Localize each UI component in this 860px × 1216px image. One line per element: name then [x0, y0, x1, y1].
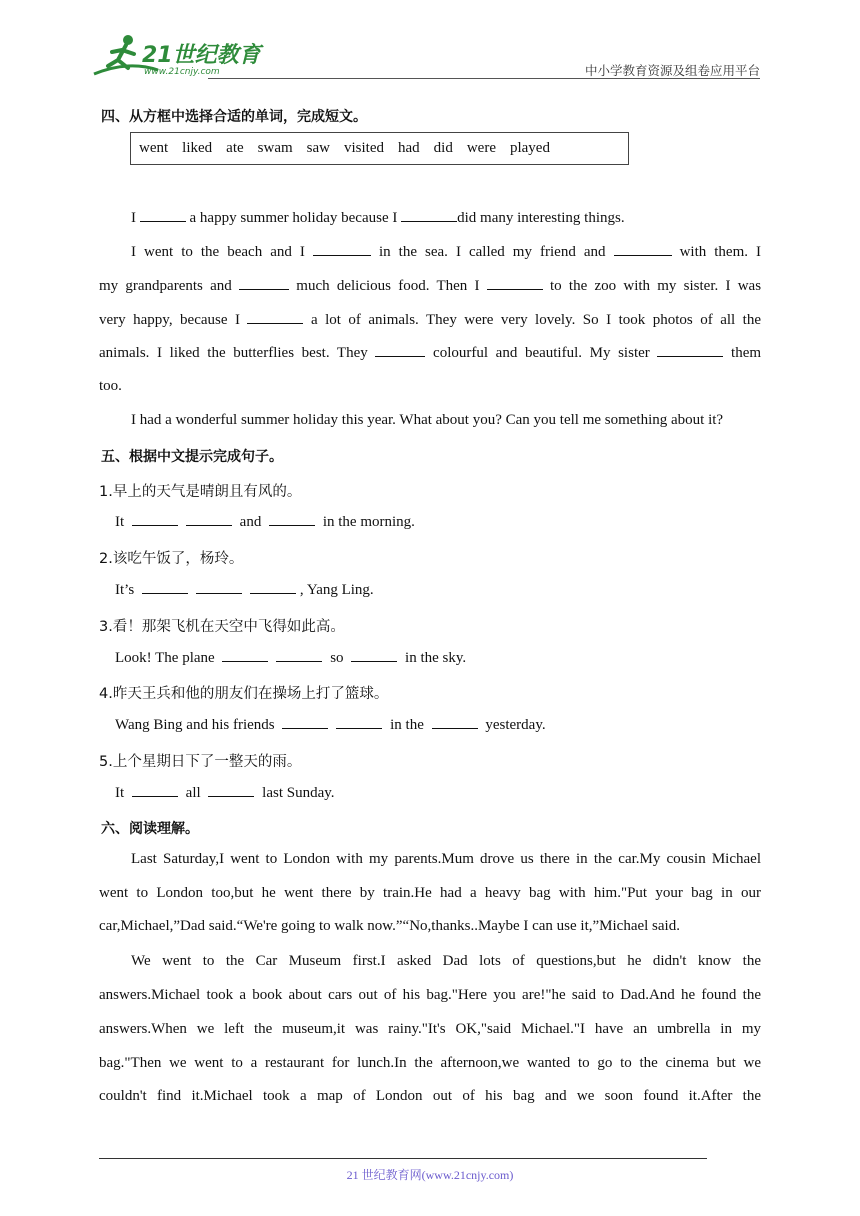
- passage-line: my grandparents and much delicious food. Then I to the zoo with my sister. I was: [99, 278, 762, 294]
- footer-divider: [99, 1158, 707, 1159]
- passage-line: very happy, because I a lot of animals. They were very lovely. So I took photos of all the: [99, 312, 761, 328]
- answer-blank[interactable]: [487, 277, 543, 290]
- answer-blank[interactable]: [247, 311, 303, 324]
- svg-text:21世纪教育: 21世纪教育: [142, 43, 261, 68]
- reading-line: couldn't find it.Michael took a map of London out of his bag and we soon found it.After the: [99, 1088, 761, 1104]
- answer-blank[interactable]: [375, 344, 425, 357]
- answer-blank[interactable]: [132, 513, 178, 526]
- answer-blank[interactable]: [250, 581, 296, 594]
- word-bank-item: ate: [226, 140, 244, 156]
- reading-line: answers.When we left the museum,it was rainy."It's OK,"said Michael."I have an umbrella in my: [99, 1021, 761, 1037]
- passage-paragraph-3: I had a wonderful summer holiday this year. What about you? Can you tell me something about it?: [131, 412, 724, 428]
- word-bank-item: did: [433, 140, 453, 156]
- section-six-title: 六、阅读理解。: [101, 821, 199, 837]
- site-logo: [88, 30, 268, 78]
- word-bank-item: visited: [343, 140, 384, 156]
- answer-blank[interactable]: [132, 784, 178, 797]
- passage-line: too.: [99, 378, 122, 394]
- answer-blank[interactable]: [276, 649, 322, 662]
- answer-blank[interactable]: [208, 784, 254, 797]
- question-2-prompt: 2.该吃午饭了，杨玲。: [99, 551, 244, 567]
- question-1-prompt: 1.早上的天气是晴朗且有风的。: [99, 484, 302, 500]
- svg-text:www.21cnjy.com: www.21cnjy.com: [144, 67, 220, 77]
- page-header: [88, 30, 760, 78]
- word-bank-item: liked: [182, 140, 213, 156]
- answer-blank[interactable]: [351, 649, 397, 662]
- question-5-prompt: 5.上个星期日下了一整天的雨。: [99, 754, 302, 770]
- answer-blank[interactable]: [282, 716, 328, 729]
- answer-blank[interactable]: [336, 716, 382, 729]
- word-bank-item: went: [139, 140, 169, 156]
- reading-line: We went to the Car Museum first.I asked Dad lots of questions,but he didn't know the: [131, 953, 761, 969]
- answer-blank[interactable]: [401, 209, 457, 222]
- section-four-title: 四、从方框中选择合适的单词，完成短文。: [101, 109, 367, 125]
- answer-blank[interactable]: [239, 277, 289, 290]
- answer-blank[interactable]: [196, 581, 242, 594]
- question-3-prompt: 3.看！那架飞机在天空中飞得如此高。: [99, 619, 345, 635]
- answer-blank[interactable]: [222, 649, 268, 662]
- question-4-prompt: 4.昨天王兵和他的朋友们在操场上打了篮球。: [99, 686, 389, 702]
- question-5-answer: It all last Sunday.: [115, 785, 335, 801]
- answer-blank[interactable]: [313, 243, 371, 256]
- word-bank-box: [130, 132, 629, 165]
- passage-line: I went to the beach and I in the sea. I called my friend and with them. I: [131, 244, 762, 260]
- question-1-answer: It and in the morning.: [115, 514, 415, 530]
- header-divider: [208, 78, 760, 79]
- word-bank-item: swam: [257, 140, 293, 156]
- passage-line: animals. I liked the butterflies best. They colourful and beautiful. My sister them: [99, 345, 762, 361]
- word-bank-item: had: [397, 140, 420, 156]
- word-bank-item: saw: [306, 140, 330, 156]
- answer-blank[interactable]: [142, 581, 188, 594]
- answer-blank[interactable]: [614, 243, 672, 256]
- word-bank-item: were: [466, 140, 496, 156]
- passage-paragraph-1: I a happy summer holiday because I did many interesting things.: [131, 210, 625, 226]
- footer-text: 21 世纪教育网(www.21cnjy.com): [346, 1168, 514, 1182]
- reading-line: answers.Michael took a book about cars out of his bag."Here you are!"he said to Dad.And he found the: [99, 987, 761, 1003]
- answer-blank[interactable]: [186, 513, 232, 526]
- reading-line: went to London too,but he went there by train.He had a heavy bag with him."Put your bag in our: [99, 885, 761, 901]
- reading-line: Last Saturday,I went to London with my parents.Mum drove us there in the car.My cousin Michael: [131, 851, 761, 867]
- answer-blank[interactable]: [432, 716, 478, 729]
- reading-line: bag."Then we went to a restaurant for lunch.In the afternoon,we wanted to go to the cinema but we: [99, 1055, 761, 1071]
- word-bank-item: played: [509, 140, 550, 156]
- section-five-title: 五、根据中文提示完成句子。: [101, 449, 283, 465]
- answer-blank[interactable]: [269, 513, 315, 526]
- question-2-answer: It’s , Yang Ling.: [115, 582, 374, 598]
- header-platform-text: 中小学教育资源及组卷应用平台: [584, 63, 760, 78]
- question-3-answer: Look! The plane so in the sky.: [115, 650, 467, 666]
- answer-blank[interactable]: [657, 344, 723, 357]
- answer-blank[interactable]: [140, 209, 186, 222]
- reading-line: car,Michael,”Dad said.“We're going to walk now.”“No,thanks..Maybe I can use it,”Michael said.: [99, 918, 680, 934]
- question-4-answer: Wang Bing and his friends in the yesterday.: [115, 717, 546, 733]
